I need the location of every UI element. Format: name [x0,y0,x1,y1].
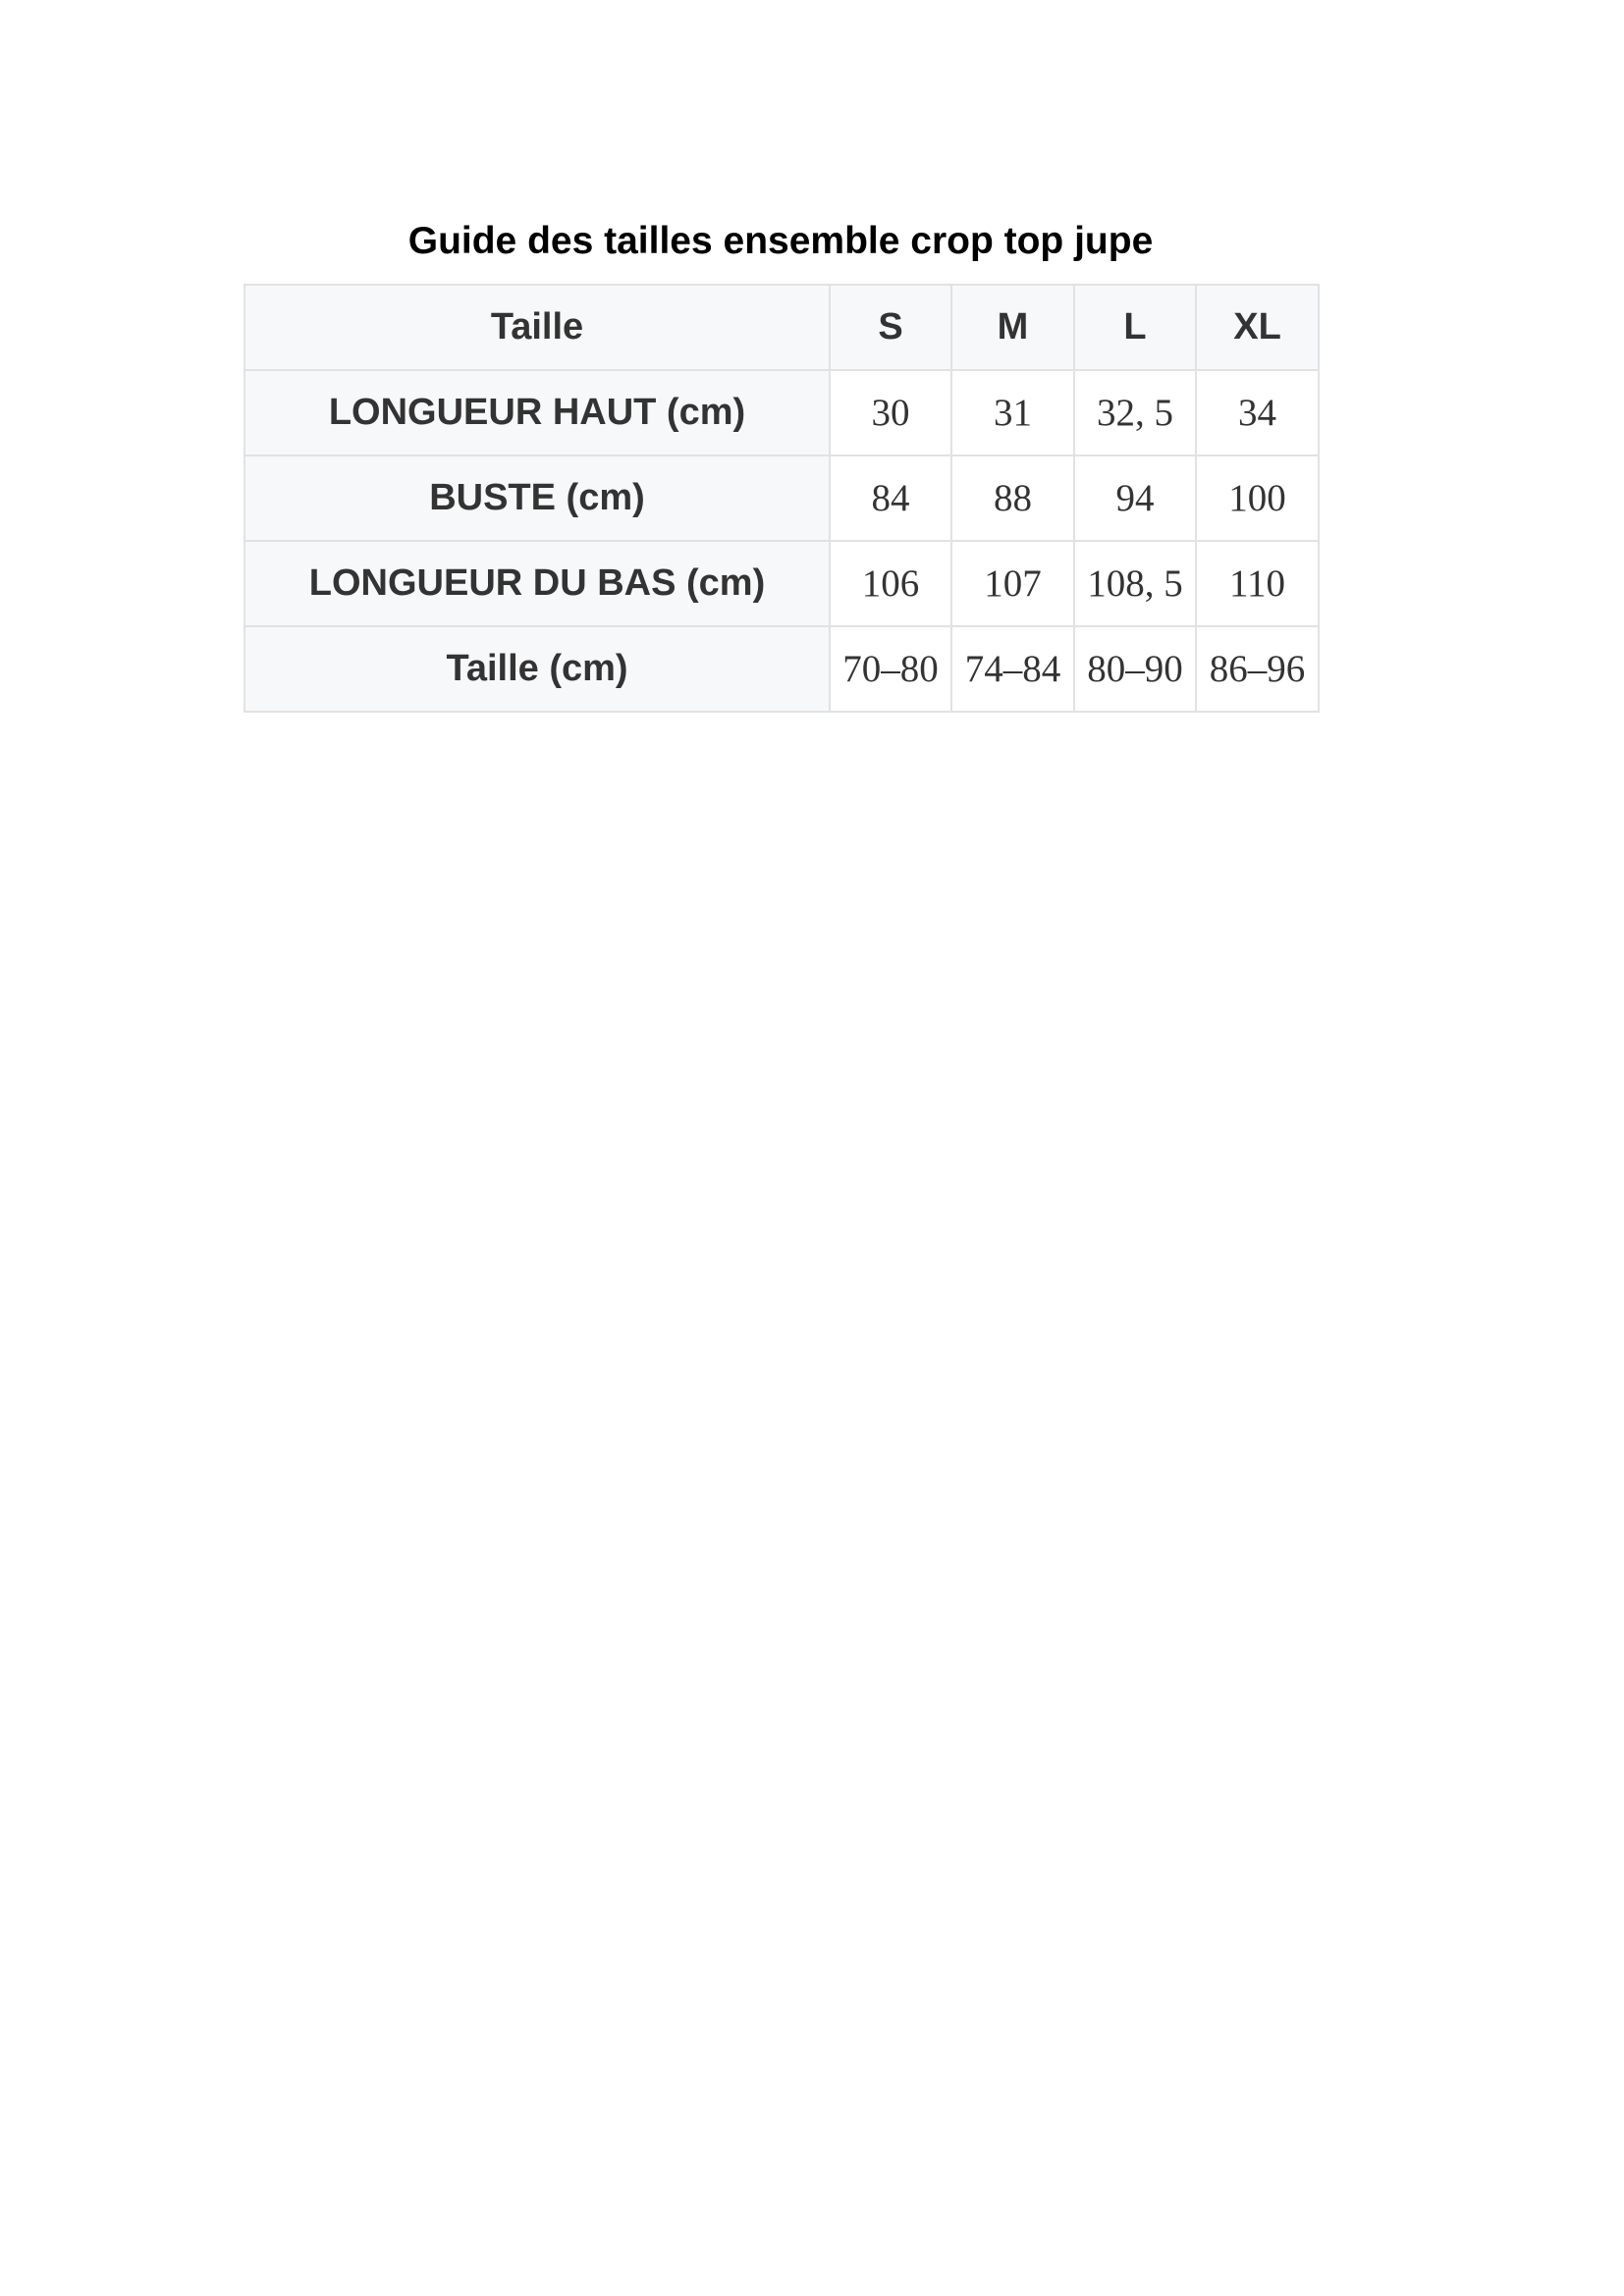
table-cell: 70–80 [830,626,951,712]
row-label: Taille (cm) [244,626,830,712]
header-size-l: L [1074,285,1196,370]
row-label: BUSTE (cm) [244,455,830,541]
table-header-row [244,285,1319,370]
table-cell: 86–96 [1196,626,1319,712]
page-title: Guide des tailles ensemble crop top jupe [407,220,1154,262]
table-cell: 34 [1196,370,1319,455]
table-cell: 80–90 [1074,626,1196,712]
header-label-cell: Taille [244,285,830,370]
table-cell: 74–84 [951,626,1074,712]
table-cell: 100 [1196,455,1319,541]
table-cell: 32, 5 [1074,370,1196,455]
table-cell: 108, 5 [1074,541,1196,626]
table-cell: 106 [830,541,951,626]
table-cell: 30 [830,370,951,455]
table-cell: 84 [830,455,951,541]
row-label: LONGUEUR HAUT (cm) [244,370,830,455]
table-row [244,626,1319,712]
header-size-m: M [951,285,1074,370]
table-cell: 94 [1074,455,1196,541]
header-size-xl: XL [1196,285,1319,370]
table-row [244,370,1319,455]
table-row [244,455,1319,541]
table-cell: 88 [951,455,1074,541]
table-cell: 107 [951,541,1074,626]
table-cell: 110 [1196,541,1319,626]
row-label: LONGUEUR DU BAS (cm) [244,541,830,626]
table-cell: 31 [951,370,1074,455]
table-row [244,541,1319,626]
header-size-s: S [830,285,951,370]
size-guide-table [244,284,1320,713]
